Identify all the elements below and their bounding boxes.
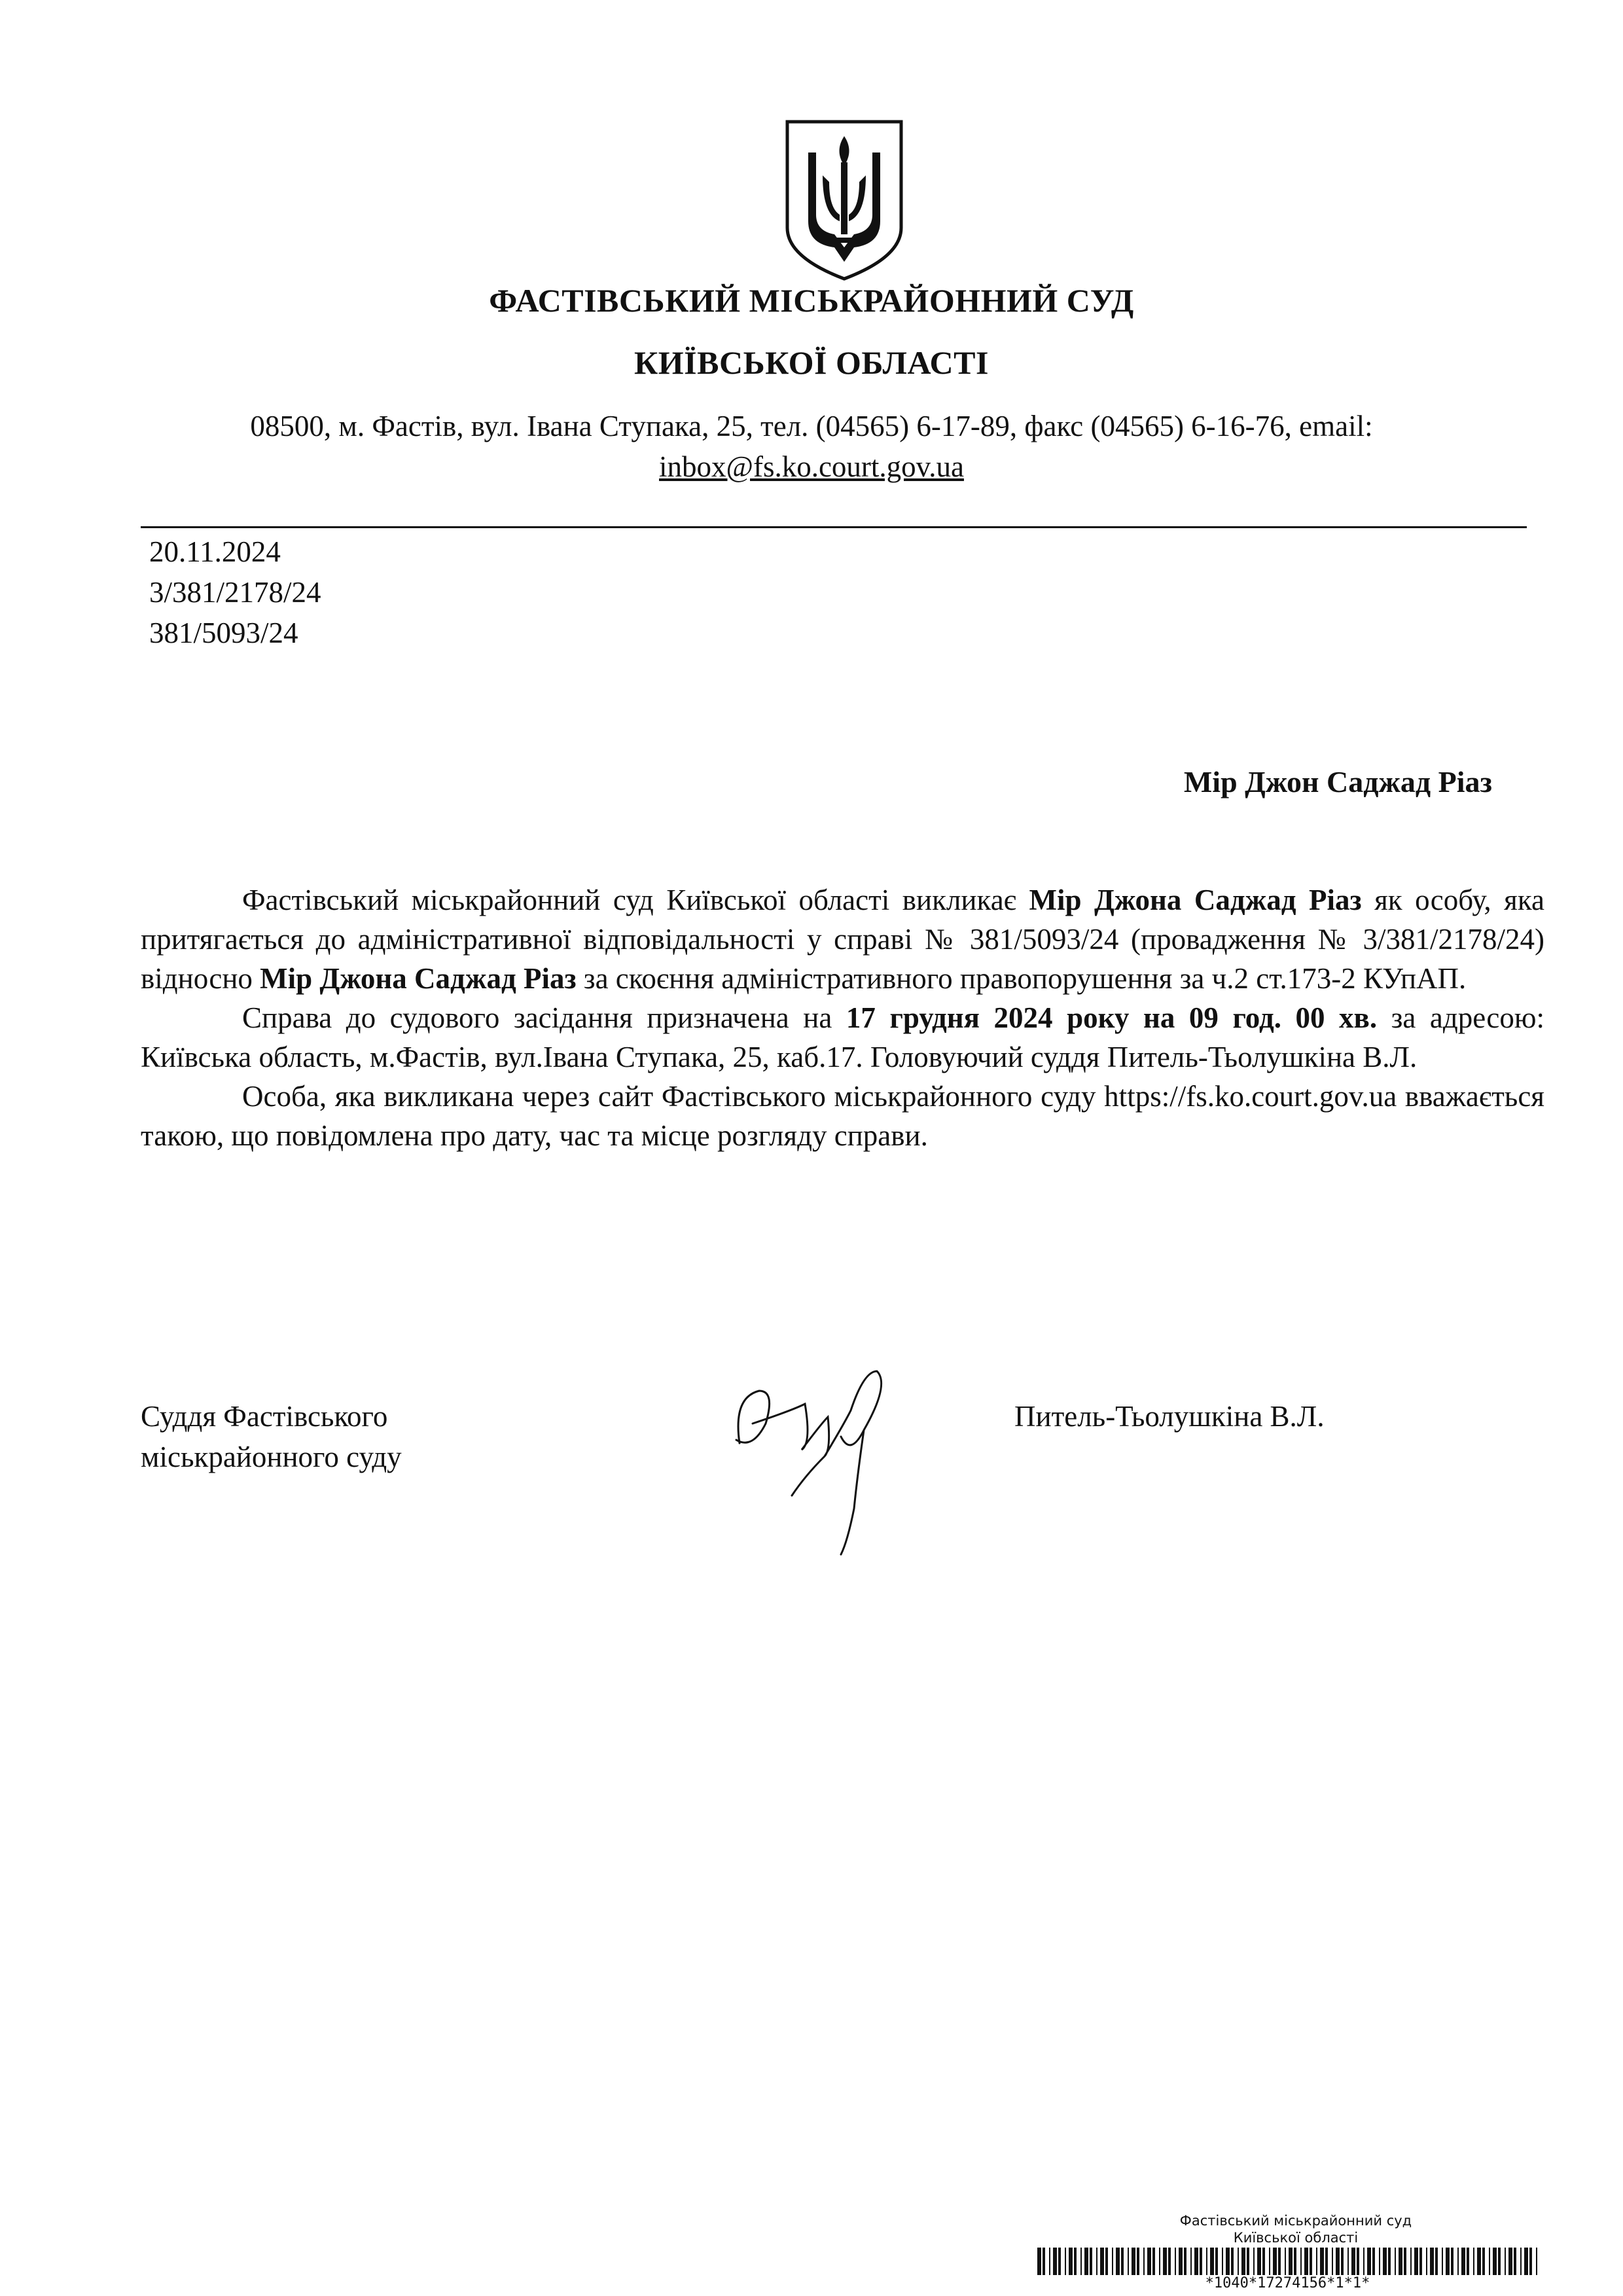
address-line: 08500, м. Фастів, вул. Івана Ступака, 25, тел. (04565) 6-17-89, факс (04565) 6-16-76, email: (250, 410, 1373, 442)
court-name-line2: КИЇВСЬКОЇ ОБЛАСТІ (634, 344, 989, 381)
document-body (141, 880, 1544, 1155)
ukraine-trident-emblem-icon (782, 117, 906, 283)
handwritten-signature (713, 1345, 923, 1561)
recipient-name: Мір Джон Саджад Ріаз (1183, 765, 1492, 798)
paragraph-notice: Особа, яка викликана через сайт Фастівського міськрайонного суду https://fs.ko.court.gov.ua вважається такою, що повідомлена про дату, час та місце розгляду справи. (141, 1080, 1544, 1152)
barcode-number: *1040*17274156*1*1* (1205, 2275, 1370, 2291)
judge-name: Питель-Тьолушкіна В.Л. (1014, 1400, 1325, 1433)
header-divider (141, 526, 1527, 528)
paragraph-summons: Фастівський міськрайонний суд Київської області викликає Мір Джона Саджад Ріаз як особу, яка притягається до адміністративної відповідальності у справі № 381/5093/24 (провадження № 3/381/2178/24) відносно Мір Джона Саджад Ріаз за скоєння адміністративного правопорушення за ч.2 ст.173-2 КУпАП. (141, 884, 1544, 995)
court-name-line1: ФАСТІВСЬКИЙ МІСЬКРАЙОННИЙ СУД (489, 282, 1134, 319)
email-link[interactable]: inbox@fs.ko.court.gov.ua (659, 450, 964, 483)
case-number: 381/5093/24 (149, 617, 298, 649)
barcode (1037, 2248, 1538, 2275)
document-date: 20.11.2024 (149, 535, 281, 568)
registration-block (149, 531, 321, 653)
court-address (131, 406, 1492, 487)
paragraph-hearing: Справа до судового засідання призначена на 17 грудня 2024 року на 09 год. 00 хв. за адресою: Київська область, м.Фастів, вул.Івана Ступака, 25, каб.17. Головуючий суддя Питель-Тьолушкіна В.Л. (141, 1001, 1544, 1073)
registry-stamp: Фастівський міськрайонний суд Київської області (1179, 2213, 1412, 2246)
proceeding-number: 3/381/2178/24 (149, 576, 321, 609)
judge-title: Суддя Фастівського міськрайонного суду (141, 1400, 402, 1473)
